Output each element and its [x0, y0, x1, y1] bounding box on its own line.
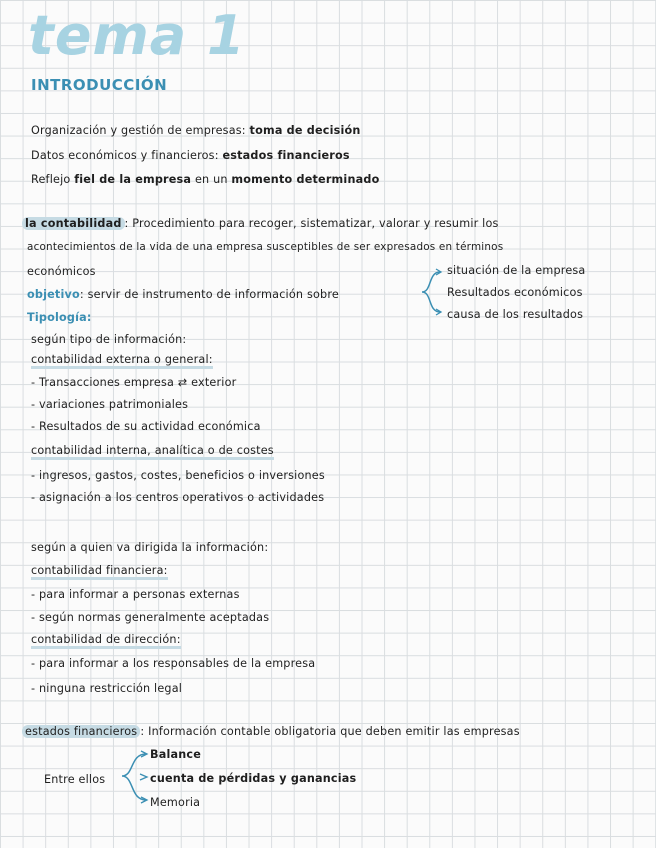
- intro-line-2: [31, 149, 350, 162]
- externa-title: contabilidad externa o general:: [31, 353, 213, 369]
- contabilidad-def-line-1: [22, 217, 499, 230]
- contabilidad-def-1: : Procedimiento para recoger, sistematizar, valorar y resumir los: [124, 217, 499, 230]
- financiera-title: contabilidad financiera:: [31, 564, 168, 580]
- objetivo-text: : servir de instrumento de información sobre: [79, 288, 339, 301]
- externa-item-2: - variaciones patrimoniales: [31, 398, 189, 411]
- externa-item-3: - Resultados de su actividad económica: [31, 420, 261, 433]
- intro-line-1: [31, 124, 361, 137]
- objetivo-line: [27, 288, 339, 301]
- intro-line-1-text: Organización y gestión de empresas:: [31, 124, 246, 137]
- interna-title: contabilidad interna, analítica o de costes: [31, 444, 274, 460]
- segun-tipo-intro: según tipo de información:: [31, 333, 187, 346]
- intro-line-3-text-a: Reflejo: [31, 173, 71, 186]
- estados-item-2: cuenta de pérdidas y ganancias: [150, 772, 357, 785]
- page-subtitle: INTRODUCCIÓN: [31, 76, 168, 94]
- page-title: tema 1: [28, 4, 246, 67]
- interna-item-2: - asignación a los centros operativos o actividades: [31, 491, 325, 504]
- objetivo-item-1: situación de la empresa: [447, 264, 586, 277]
- estados-def: : Información contable obligatoria que deben emitir las empresas: [140, 725, 520, 738]
- contabilidad-def-3: económicos: [27, 265, 96, 278]
- estados-term: estados financieros: [22, 725, 140, 738]
- contabilidad-def-2: acontecimientos de la vida de una empresa susceptibles de ser expresados en términos: [27, 241, 504, 253]
- segun-quien-intro: según a quien va dirigida la información:: [31, 541, 269, 554]
- objetivo-item-2: Resultados económicos: [447, 286, 583, 299]
- intro-line-3-bold-b: momento determinado: [231, 173, 380, 186]
- interna-item-1: - ingresos, gastos, costes, beneficios o inversiones: [31, 469, 325, 482]
- intro-line-3: [31, 173, 379, 186]
- tipologia-label: Tipología:: [27, 311, 92, 324]
- entre-ellos: Entre ellos: [44, 773, 106, 786]
- estados-item-1: Balance: [150, 748, 202, 761]
- intro-line-2-text: Datos económicos y financieros:: [31, 149, 219, 162]
- estados-brace-icon: [120, 750, 150, 806]
- objetivo-item-3: causa de los resultados: [447, 308, 584, 321]
- intro-line-3-bold-a: fiel de la empresa: [74, 173, 192, 186]
- intro-line-3-text-b: en un: [194, 173, 228, 186]
- estados-item-3: Memoria: [150, 796, 201, 809]
- direccion-item-2: - ninguna restricción legal: [31, 682, 183, 695]
- estados-line: [22, 725, 520, 738]
- objetivo-brace-icon: [420, 268, 444, 318]
- intro-line-2-bold: estados financieros: [222, 149, 350, 162]
- direccion-item-1: - para informar a los responsables de la empresa: [31, 657, 316, 670]
- financiera-item-1: - para informar a personas externas: [31, 588, 240, 601]
- intro-line-1-bold: toma de decisión: [249, 124, 361, 137]
- objetivo-label: objetivo: [27, 288, 80, 301]
- contabilidad-term: la contabilidad: [22, 217, 125, 230]
- financiera-item-2: - según normas generalmente aceptadas: [31, 611, 270, 624]
- externa-item-1: - Transacciones empresa ⇄ exterior: [31, 376, 237, 389]
- direccion-title: contabilidad de dirección:: [31, 633, 181, 649]
